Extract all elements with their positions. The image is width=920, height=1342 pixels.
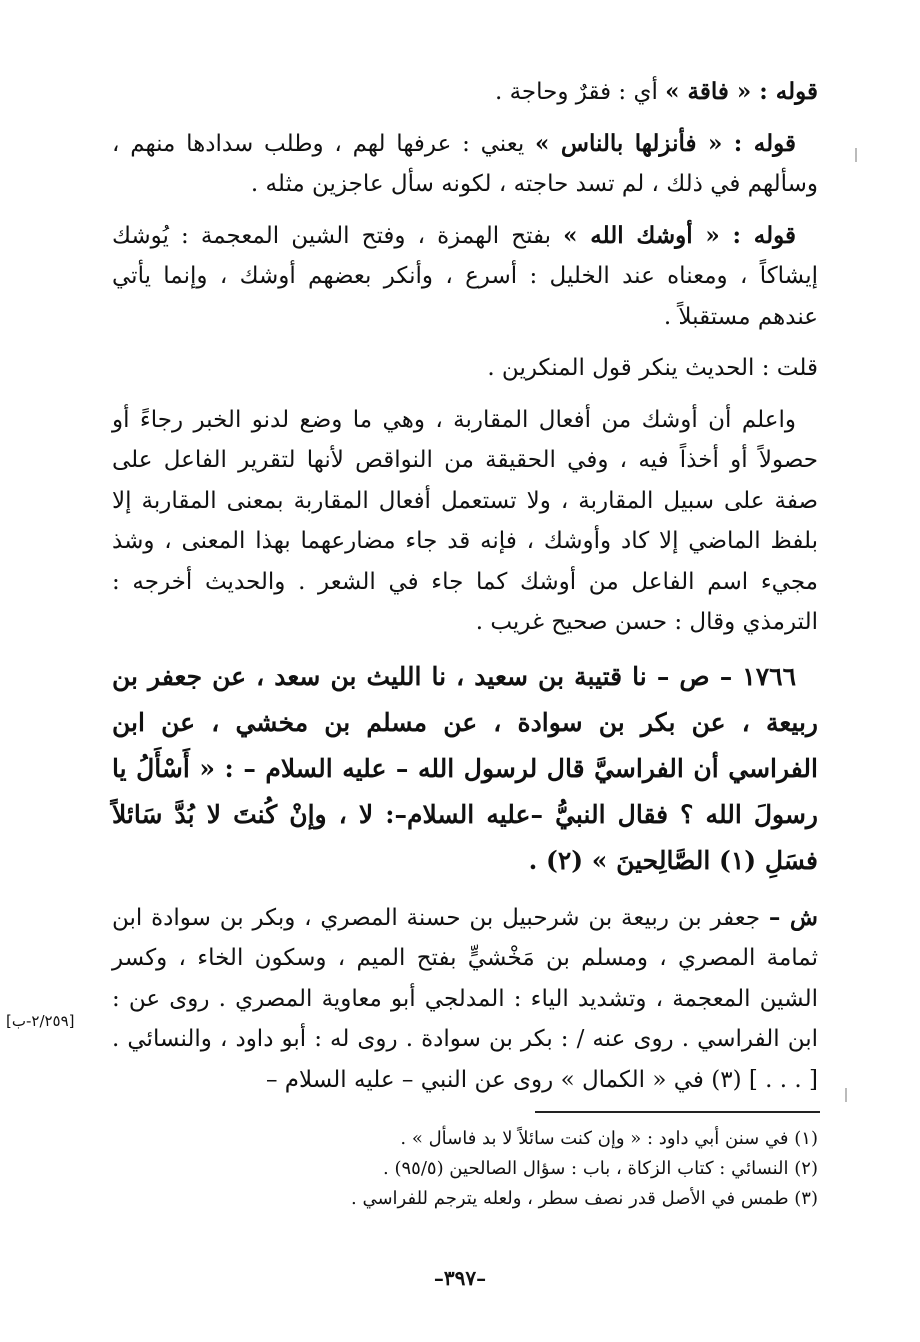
paragraph-awshaka bbox=[112, 216, 818, 338]
commentary-lead: ش – bbox=[768, 903, 818, 931]
scan-speck bbox=[855, 148, 857, 162]
margin-manuscript-reference: [٢/٢٥٩-ب] bbox=[6, 1012, 75, 1030]
footnotes bbox=[112, 1124, 818, 1214]
paragraph-text: واعلم أن أوشك من أفعال المقاربة ، وهي ما وضع لدنو الخبر رجاءً أو حصولاً أو أخذاً فيه ، وفي الحقيقة من النواقص لأنها لتقرير الفاعل على صفة على سبيل المقاربة ، ولا تستعمل أفعال المقاربة بمعنى المقاربة إلا بلفظ الماضي إلا كاد وأوشك ، فإنه قد جاء مضارعهما بهذا المعنى ، وشذ مجيء اسم الفاعل من أوشك كما جاء في الشعر . والحديث أخرجه : الترمذي وقال : حسن صحيح غريب . bbox=[112, 406, 818, 635]
paragraph-faqa bbox=[112, 72, 818, 113]
scan-speck bbox=[845, 1088, 847, 1102]
commentary-text: جعفر بن ربيعة بن شرحبيل بن حسنة المصري ، وبكر بن سوادة ابن ثمامة المصري ، ومسلم بن مَخْشيٍّ بفتح الميم ، وسكون الخاء ، وكسر الشين المعجمة ، وتشديد الياء : المدلجي أبو معاوية المصري . روى عن : ابن الفراسي . روى عنه / : بكر بن سوادة . روى له : أبو داود ، والنسائي . [ . . . ] (٣) في « الكمال » روى عن النبي – عليه السلام – bbox=[112, 904, 818, 1093]
footnote-item: (١) في سنن أبي داود : « وإن كنت سائلاً لا بد فاسأل » . bbox=[400, 1128, 818, 1149]
footnote-item: (٢) النسائي : كتاب الزكاة ، باب : سؤال الصالحين (٩٥/٥) . bbox=[383, 1158, 818, 1179]
paragraph-lead: قوله : « فاقة » bbox=[665, 78, 818, 105]
commentary-paragraph bbox=[112, 898, 818, 1101]
paragraph-grammar-note bbox=[112, 400, 818, 643]
paragraph-text: أي : فقرٌ وحاجة . bbox=[494, 79, 666, 105]
page-number: –٣٩٧– bbox=[433, 1266, 487, 1290]
paragraph-text: قلت : الحديث ينكر قول المنكرين . bbox=[487, 355, 818, 381]
paragraph-anzalaha bbox=[112, 124, 818, 205]
main-text bbox=[112, 72, 818, 1111]
hadith-text: ١٧٦٦ – ص – نا قتيبة بن سعيد ، نا الليث بن سعد ، عن جعفر بن ربيعة ، عن بكر بن سوادة ، عن مسلم بن مخشي ، عن ابن الفراسي أن الفراسيَّ قال لرسول الله – عليه السلام – : « أَسْأَلُ يا رسولَ الله ؟ فقال النبيُّ –عليه السلام–: لا ، وإنْ كُنتَ لا بُدَّ سَائلاً فسَلِ (١) الصَّالِحينَ » (٢) . bbox=[112, 661, 818, 875]
footnote-separator bbox=[535, 1111, 820, 1113]
paragraph-text: بفتح الهمزة ، وفتح الشين المعجمة : يُوشك إيشاكاً ، ومعناه عند الخليل : أسرع ، وأنكر بعضهم أوشك ، وإنما يأتي عندهم مستقبلاً . bbox=[112, 222, 818, 330]
footnote-item: (٣) طمس في الأصل قدر نصف سطر ، ولعله يترجم للفراسي . bbox=[351, 1188, 818, 1209]
paragraph-lead: قوله : « فأنزلها بالناس » bbox=[535, 129, 796, 157]
paragraph-qultu bbox=[112, 348, 818, 389]
paragraph-lead: قوله : « أوشك الله » bbox=[563, 221, 796, 249]
paragraph-text: يعني : عرفها لهم ، وطلب سدادها منهم ، وسألهم في ذلك ، لم تسد حاجته ، لكونه سأل عاجزين مثله . bbox=[112, 130, 818, 197]
